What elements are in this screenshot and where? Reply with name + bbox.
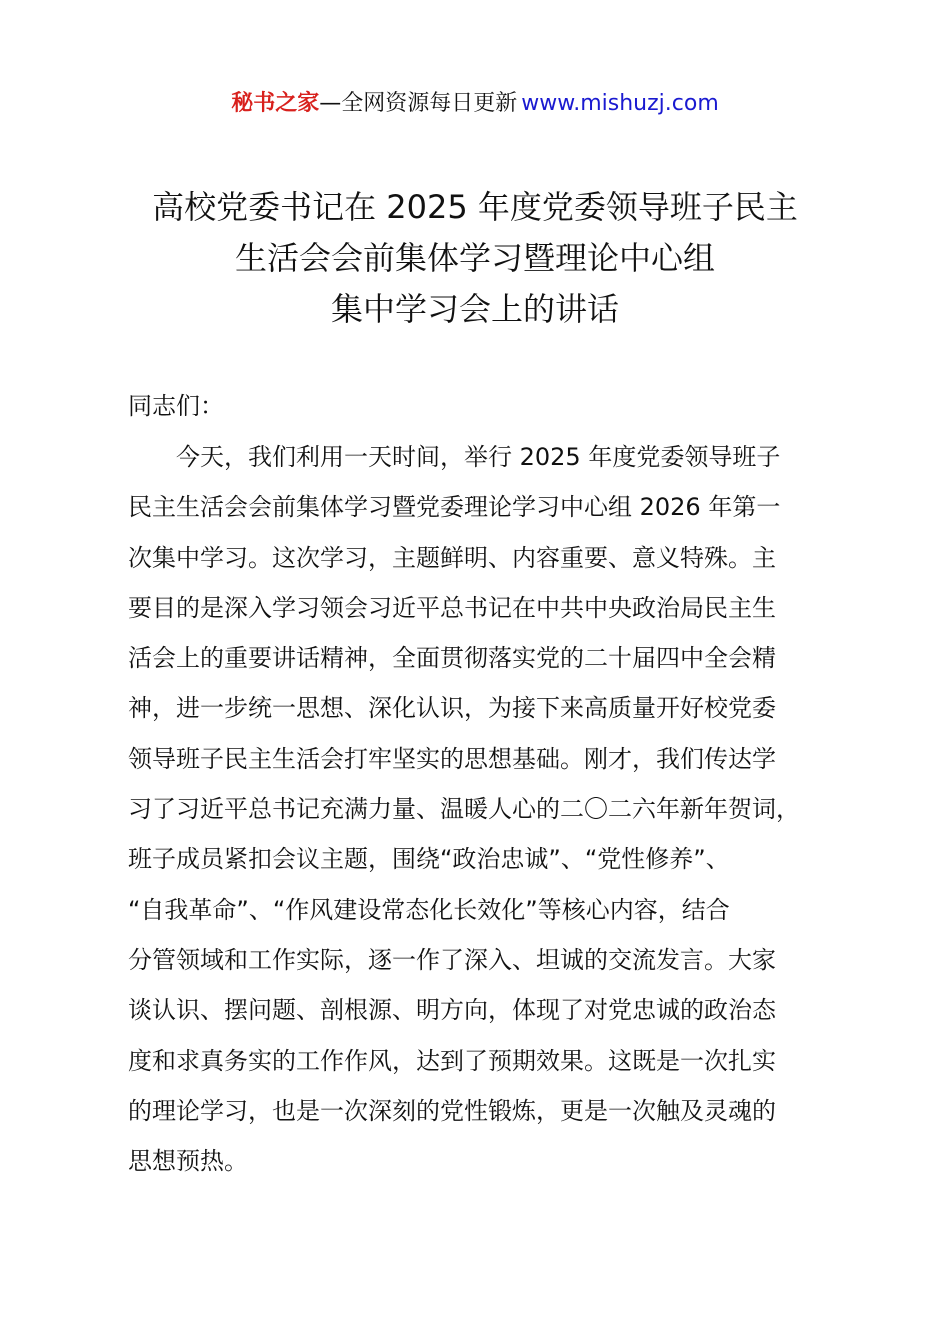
site-tagline: —全网资源每日更新 bbox=[319, 91, 518, 116]
title-line-1: 高校党委书记在 2025 年度党委领导班子民主 bbox=[152, 188, 798, 226]
site-header bbox=[0, 88, 950, 120]
title-line-3: 集中学习会上的讲话 bbox=[330, 290, 619, 328]
paragraph-line: 习了习近平总书记充满力量、温暖人心的二〇二六年新年贺词， bbox=[128, 795, 800, 824]
paragraph-line: 活会上的重要讲话精神，全面贯彻落实党的二十届四中全会精 bbox=[128, 644, 776, 673]
title-line-2: 生活会会前集体学习暨理论中心组 bbox=[234, 239, 715, 277]
paragraph-line: 的理论学习，也是一次深刻的党性锻炼，更是一次触及灵魂的 bbox=[128, 1096, 776, 1125]
paragraph-line: 思想预热。 bbox=[128, 1147, 248, 1176]
paragraph-line: 民主生活会会前集体学习暨党委理论学习中心组 2026 年第一 bbox=[128, 493, 781, 522]
paragraph-line: “自我革命”、“作风建设常态化长效化”等核心内容，结合 bbox=[128, 895, 730, 924]
document-title bbox=[60, 182, 890, 335]
paragraph-line: 班子成员紧扣会议主题，围绕“政治忠诚”、“党性修养”、 bbox=[128, 845, 730, 874]
salutation: 同志们： bbox=[128, 392, 224, 420]
paragraph-line: 次集中学习。这次学习，主题鲜明、内容重要、意义特殊。主 bbox=[128, 543, 776, 572]
paragraph-line: 分管领域和工作实际，逐一作了深入、坦诚的交流发言。大家 bbox=[128, 945, 776, 974]
paragraph-line: 谈认识、摆问题、剖根源、明方向，体现了对党忠诚的政治态 bbox=[128, 996, 776, 1025]
site-brand: 秘书之家 bbox=[231, 91, 320, 116]
paragraph-line: 度和求真务实的工作作风，达到了预期效果。这既是一次扎实 bbox=[128, 1046, 776, 1075]
paragraph-line: 神，进一步统一思想、深化认识，为接下来高质量开好校党委 bbox=[128, 694, 776, 723]
speech-paragraph bbox=[128, 432, 850, 1186]
paragraph-line: 领导班子民主生活会打牢坚实的思想基础。刚才，我们传达学 bbox=[128, 744, 776, 773]
paragraph-line: 今天，我们利用一天时间，举行 2025 年度党委领导班子 bbox=[176, 443, 781, 471]
site-url-link[interactable]: www.mishuzj.com bbox=[521, 91, 719, 116]
paragraph-line: 要目的是深入学习领会习近平总书记在中共中央政治局民主生 bbox=[128, 593, 776, 622]
